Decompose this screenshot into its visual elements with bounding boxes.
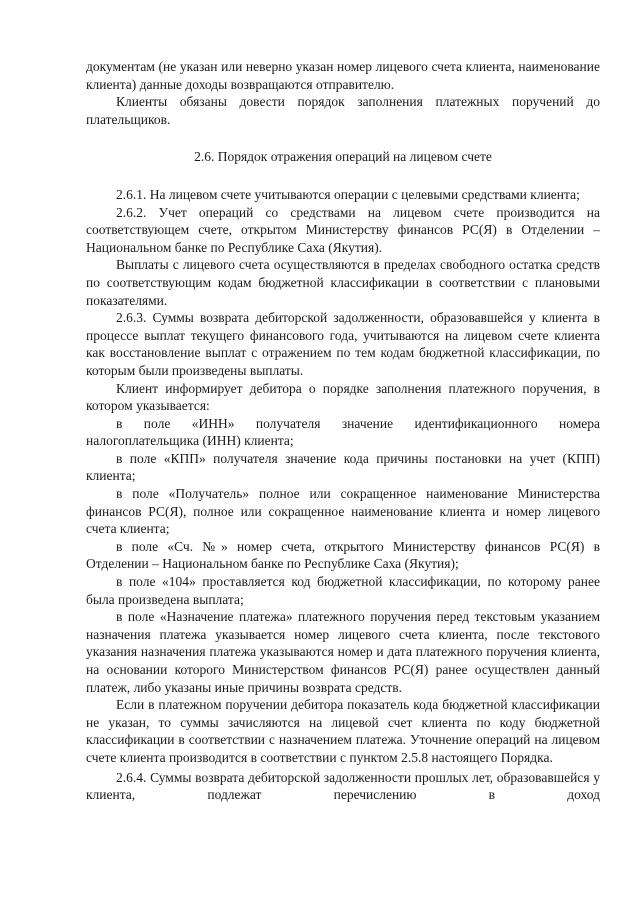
list-item-account-number: в поле «Сч. №» номер счета, открытого Министерству финансов РС(Я) в Отделении – Национальном банке по Республике Саха (Якутия);	[86, 538, 600, 572]
paragraph-continued: документам (не указан или неверно указан номер лицевого счета клиента, наименование клиента) данные доходы возвращаются отправителю.	[86, 59, 600, 92]
list-item-inn: в поле «ИНН» получателя значение идентификационного номера налогоплательщика (ИНН) клиента;	[86, 415, 600, 449]
paragraph-payouts: Выплаты с лицевого счета осуществляются в пределах свободного остатка средств по соответствующим кодам бюджетной классификации в соответствии с плановыми показателями.	[86, 257, 600, 308]
paragraph-code-not-specified: Если в платежном поручении дебитора показатель кода бюджетной классификации не указан, то суммы зачисляются на лицевой счет клиента по коду бюджетной классификации в соответствии с назначением платежа. Уточнение операций на лицевом счете клиента производится в соответствии с пунктом 2.5.8 настоящего Порядка.	[86, 697, 600, 765]
paragraph-2-6-1: 2.6.1. На лицевом счете учитываются операции с целевыми средствами клиента;	[116, 186, 580, 202]
paragraph-client-informs: Клиент информирует дебитора о порядке заполнения платежного поручения, в котором указывается:	[86, 380, 600, 414]
list-item-kpp: в поле «КПП» получателя значение кода причины постановки на учет (КПП) клиента;	[86, 450, 600, 484]
paragraph-2-6-2: 2.6.2. Учет операций со средствами на лицевом счете производится на соответствующем счете, открытом Министерству финансов РС(Я) в Отделении – Национальном банке по Республике Саха (Якутия).	[86, 204, 600, 255]
list-item-field-104: в поле «104» проставляется код бюджетной классификации, по которому ранее была произведена выплата;	[86, 574, 600, 607]
paragraph-2-6-3: 2.6.3. Суммы возврата дебиторской задолженности, образовавшейся у клиента в процессе выплат текущего финансового года, учитываются на лицевом счете клиента как восстановление выплат с отражением по тем кодам бюджетной классификации, по которым были произведены выплаты.	[86, 310, 600, 378]
paragraph-2-6-4: 2.6.4. Суммы возврата дебиторской задолженности прошлых лет, образовавшейся у клиента, подлежат перечислению в доход	[86, 769, 600, 803]
paragraph-clients-obliged: Клиенты обязаны довести порядок заполнения платежных поручений до плательщиков.	[86, 94, 600, 127]
list-item-recipient: в поле «Получатель» полное или сокращенное наименование Министерства финансов РС(Я), полное или сокращенное наименование клиента и номер лицевого счета клиента;	[86, 486, 600, 537]
list-item-payment-purpose: в поле «Назначение платежа» платежного поручения перед текстовым указанием назначения платежа указывается номер лицевого счета клиента, после текстового указания назначения платежа указываются номер и дата платежного поручения клиента, на основании которого Министерством финансов РС(Я) ранее осуществлен данный платеж, либо указаны иные причины возврата средств.	[86, 609, 600, 695]
document-body	[86, 58, 600, 804]
section-heading: 2.6. Порядок отражения операций на лицевом счете	[194, 149, 492, 165]
